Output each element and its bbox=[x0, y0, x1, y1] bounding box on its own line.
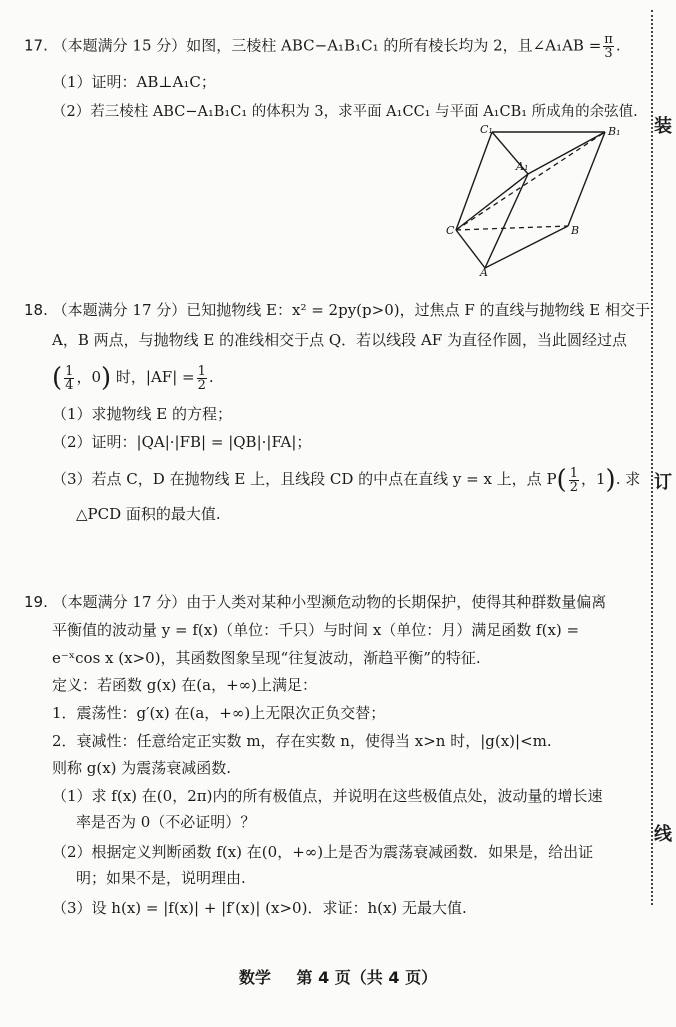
q18-p-den: 2 bbox=[569, 479, 578, 495]
q18-p-right-paren: ) bbox=[605, 465, 616, 495]
q18-af-num: 1 bbox=[197, 363, 206, 379]
binding-label-zhuang: 装 bbox=[654, 116, 672, 137]
q19-line1 bbox=[24, 592, 606, 612]
q17-part2: （2）若三棱柱 ABC−A₁B₁C₁ 的体积为 3，求平面 A₁CC₁ 与平面 A₁CB₁ 所成角的余弦值. bbox=[52, 104, 638, 120]
q17-label-A1: A₁ bbox=[516, 160, 529, 173]
q18-left-paren: ( bbox=[52, 363, 63, 393]
q19-def-name: 则称 g(x) 为震荡衰减函数. bbox=[52, 759, 232, 777]
q19-part3: （3）设 h(x) = |f(x)| + |f′(x)| (x>0)．求证：h(x) 无最大值. bbox=[52, 899, 467, 917]
q17-label-C1: C₁ bbox=[480, 123, 493, 136]
q18-part1: （1）求抛物线 E 的方程； bbox=[52, 405, 233, 423]
q18-p-left-paren: ( bbox=[556, 465, 567, 495]
q18-line1-text: （本题满分 17 分）已知抛物线 E：x² = 2py(p>0)，过焦点 F 的直线与抛物线 E 相交于 bbox=[52, 301, 651, 319]
q17-stem-text: （本题满分 15 分）如图，三棱柱 ABC−A₁B₁C₁ 的所有棱长均为 2，且∠A₁AB = bbox=[52, 36, 602, 55]
q18-part3-text: （3）若点 C，D 在抛物线 E 上，且线段 CD 的中点在直线 y = x 上，点 P bbox=[52, 470, 557, 488]
q19-definition: 定义：若函数 g(x) 在(a，+∞)上满足： bbox=[52, 676, 318, 694]
q17-stem bbox=[24, 33, 621, 60]
q18-part2: （2）证明：|QA|·|FB| = |QB|·|FA|； bbox=[52, 433, 312, 451]
q19-part1-cont: 率是否为 0（不必证明）？ bbox=[76, 813, 256, 831]
q19-line3: e⁻ˣcos x (x>0)，其函数图象呈现“往复波动，渐趋平衡”的特征. bbox=[52, 649, 481, 667]
q18-line1 bbox=[24, 300, 650, 320]
q19-number: 19. bbox=[24, 593, 48, 611]
q19-part2: （2）根据定义判断函数 f(x) 在(0，+∞)上是否为震荡衰减函数．如果是，给出证 bbox=[52, 843, 594, 861]
q18-right-paren: ) bbox=[100, 363, 112, 393]
q17-stem-end: . bbox=[615, 36, 621, 55]
q18-line3-end: . bbox=[208, 368, 214, 386]
q18-p-fraction bbox=[569, 467, 579, 494]
q18-line3 bbox=[52, 360, 214, 395]
q19-part2-cont: 明；如果不是，说明理由. bbox=[76, 869, 246, 887]
q18-point-rest: ，0 bbox=[76, 368, 101, 386]
q18-point-den: 4 bbox=[65, 377, 74, 393]
binding-dotted-line bbox=[651, 10, 654, 905]
q17-label-B: B bbox=[571, 224, 580, 237]
q18-p-rest: ，1 bbox=[580, 470, 606, 488]
q17-angle-num: π bbox=[604, 32, 613, 47]
page-footer bbox=[0, 965, 676, 988]
q18-number: 18. bbox=[24, 301, 48, 319]
binding-label-xian: 线 bbox=[654, 824, 672, 845]
q18-p-num: 1 bbox=[569, 465, 578, 481]
q19-line2: 平衡值的波动量 y = f(x)（单位：千只）与时间 x（单位：月）满足函数 f(x) = bbox=[52, 621, 580, 639]
footer-page-number: 第 4 页（共 4 页） bbox=[296, 968, 438, 987]
q17-angle-fraction bbox=[603, 33, 614, 60]
binding-label-ding: 订 bbox=[654, 472, 672, 493]
footer-subject: 数学 bbox=[238, 968, 271, 987]
q18-line3-mid: 时，|AF| = bbox=[115, 368, 195, 386]
q17-part1: （1）证明：AB⊥A₁C； bbox=[52, 73, 216, 91]
q19-def-decay: 2．衰减性：任意给定正实数 m，存在实数 n，使得当 x>n 时，|g(x)|<m. bbox=[52, 732, 552, 750]
q18-point-fraction bbox=[64, 365, 74, 392]
q18-part3-cont: △PCD 面积的最大值. bbox=[76, 505, 221, 523]
q18-line2: A，B 两点，与抛物线 E 的准线相交于点 Q．若以线段 AF 为直径作圆，当此圆经过点 bbox=[52, 331, 627, 349]
q18-part3 bbox=[52, 462, 640, 497]
q17-angle-den: 3 bbox=[604, 46, 613, 61]
q18-af-den: 2 bbox=[197, 377, 206, 393]
q18-point-num: 1 bbox=[65, 363, 74, 379]
q17-number: 17. bbox=[24, 36, 48, 55]
q17-label-B1: B₁ bbox=[608, 125, 621, 138]
q19-line1-text: （本题满分 17 分）由于人类对某种小型濒危动物的长期保护，使得其种群数量偏离 bbox=[52, 593, 607, 611]
q18-part3-end: . 求 bbox=[615, 470, 641, 488]
q17-prism-figure bbox=[440, 118, 635, 278]
q18-af-fraction bbox=[197, 365, 207, 392]
q17-label-C: C bbox=[446, 224, 455, 237]
q19-def-oscillation: 1．震荡性：g′(x) 在(a，+∞)上无限次正负交替； bbox=[52, 704, 386, 722]
q17-label-A: A bbox=[480, 266, 488, 278]
q19-part1: （1）求 f(x) 在(0，2π)内的所有极值点，并说明在这些极值点处，波动量的增长速 bbox=[52, 787, 603, 805]
